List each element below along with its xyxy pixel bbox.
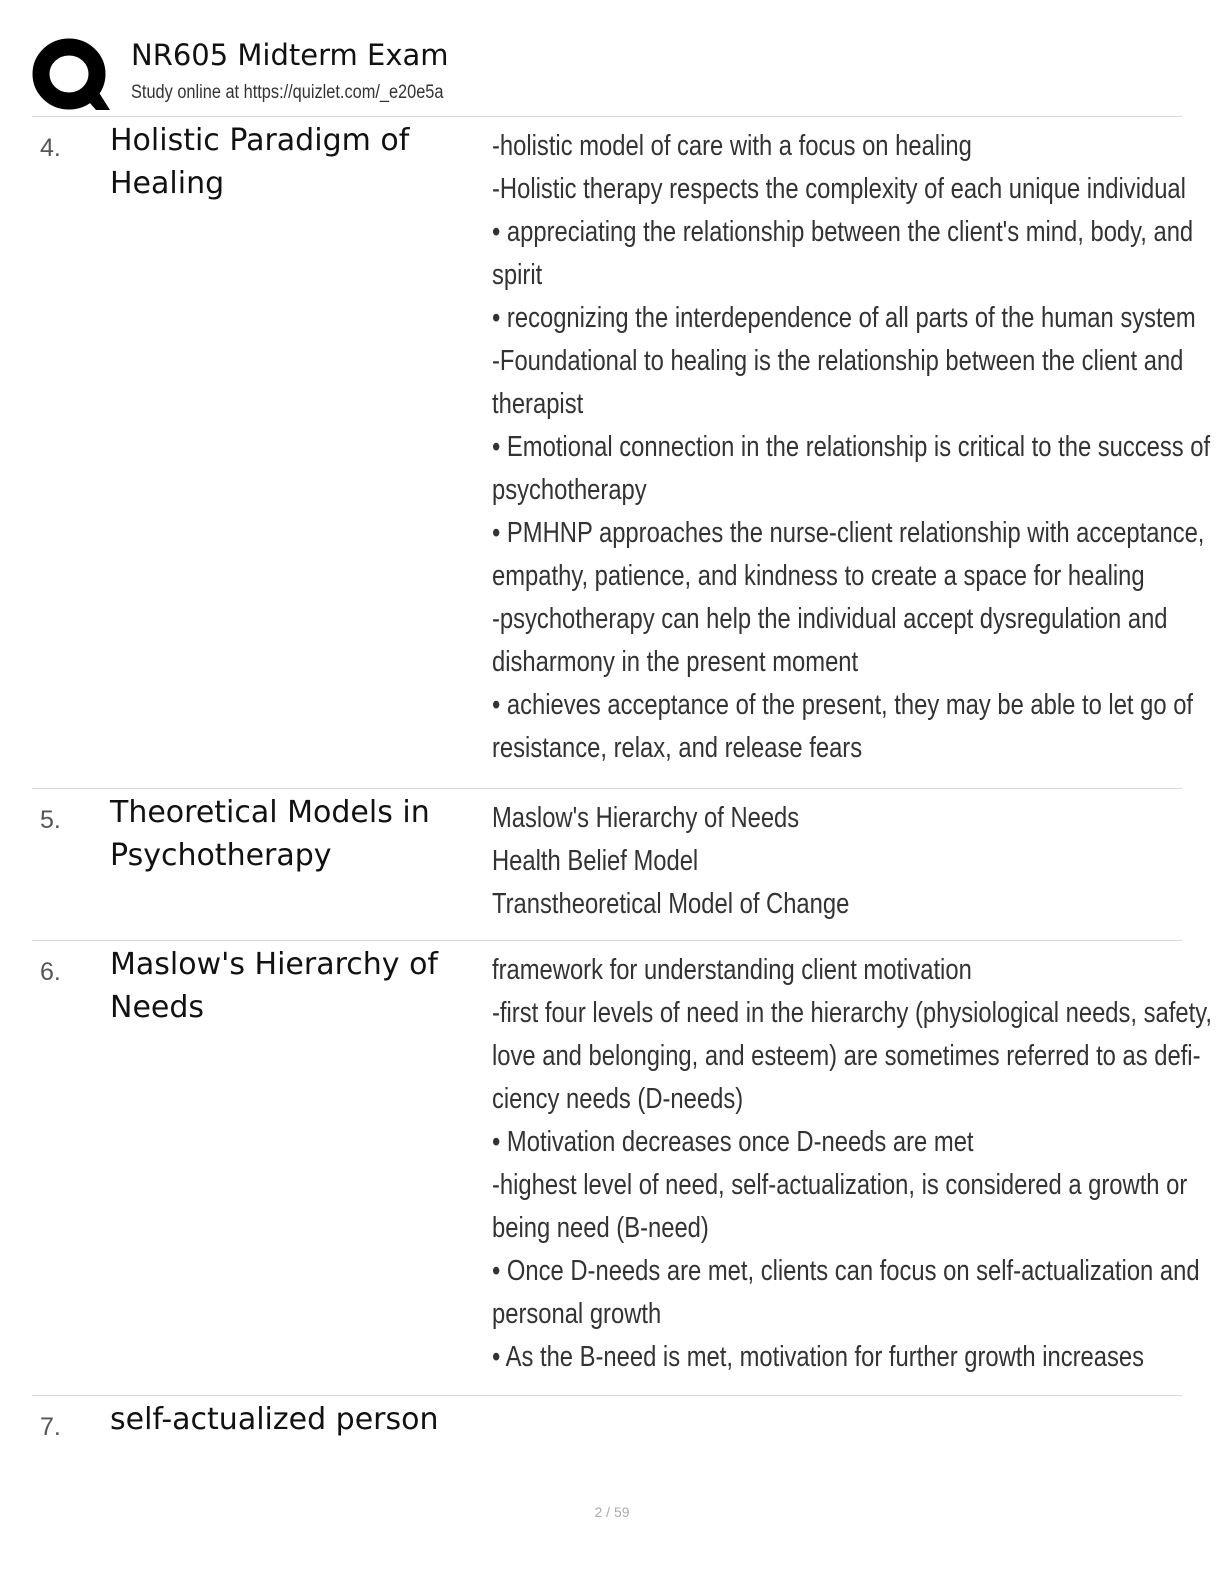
card-number: 6. [40,958,61,986]
card-definition [492,797,1182,940]
definition-line: -Holistic therapy respects the complexity of each unique individual [492,173,1186,205]
definition-line: ciency needs (D-needs) [492,1083,744,1115]
definition-line: spirit [492,259,543,291]
definition-line: -holistic model of care with a focus on healing [492,130,972,162]
definition-line: -psychotherapy can help the individual accept dysregulation and [492,603,1168,635]
definition-line: psychotherapy [492,474,647,506]
definition-line: disharmony in the present moment [492,646,859,678]
definition-line: love and belonging, and esteem) are sometimes referred to as defi- [492,1040,1201,1072]
definition-line: resistance, relax, and release fears [492,732,863,764]
card-definition [492,125,1211,788]
card-number: 5. [40,806,61,834]
definition-line: -Foundational to healing is the relationship between the client and [492,345,1184,377]
definition-line: • As the B-need is met, motivation for further growth increases [492,1341,1145,1373]
definition-line: • appreciating the relationship between the client's mind, body, and [492,216,1194,248]
definition-line: being need (B-need) [492,1212,709,1244]
card-number: 4. [40,134,61,162]
card-term: Theoretical Models in Psychotherapy [110,795,430,873]
quizlet-q-logo-icon [32,36,110,114]
definition-line: Maslow's Hierarchy of Needs [492,802,800,834]
flashcard-6 [32,941,1212,1396]
flashcard-7 [32,1396,1182,1464]
definition-line: Health Belief Model [492,845,699,877]
flashcard-list [32,117,1212,1464]
definition-line: • Motivation decreases once D-needs are met [492,1126,974,1158]
definition-line: • PMHNP approaches the nurse-client relationship with acceptance, [492,517,1205,549]
definition-line: • achieves acceptance of the present, they may be able to let go of [492,689,1194,721]
card-term: Maslow's Hierarchy of Needs [110,947,438,1025]
card-term: Holistic Paradigm of Healing [110,123,410,201]
card-number: 7. [40,1413,61,1441]
definition-line: empathy, patience, and kindness to create a space for healing [492,560,1145,592]
definition-line: -highest level of need, self-actualization, is considered a growth or [492,1169,1188,1201]
definition-line: Transtheoretical Model of Change [492,888,850,920]
document-title: NR605 Midterm Exam [131,38,449,72]
definition-line: therapist [492,388,584,420]
definition-line: • Once D-needs are met, clients can focus on self-actualization and [492,1255,1200,1287]
card-definition [492,949,1212,1395]
study-online-link[interactable]: Study online at https://quizlet.com/_e20e5a [131,82,444,103]
definition-line: • Emotional connection in the relationship is critical to the success of [492,431,1211,463]
definition-line: personal growth [492,1298,662,1330]
page-number: 2 / 59 [594,1504,630,1520]
card-term: self-actualized person [110,1402,439,1437]
definition-line: framework for understanding client motivation [492,954,972,986]
flashcard-5 [32,789,1182,941]
document-header [32,30,1182,116]
definition-line: -first four levels of need in the hierarchy (physiological needs, safety, [492,997,1212,1029]
definition-line: • recognizing the interdependence of all parts of the human system [492,302,1196,334]
flashcard-4 [32,117,1211,789]
